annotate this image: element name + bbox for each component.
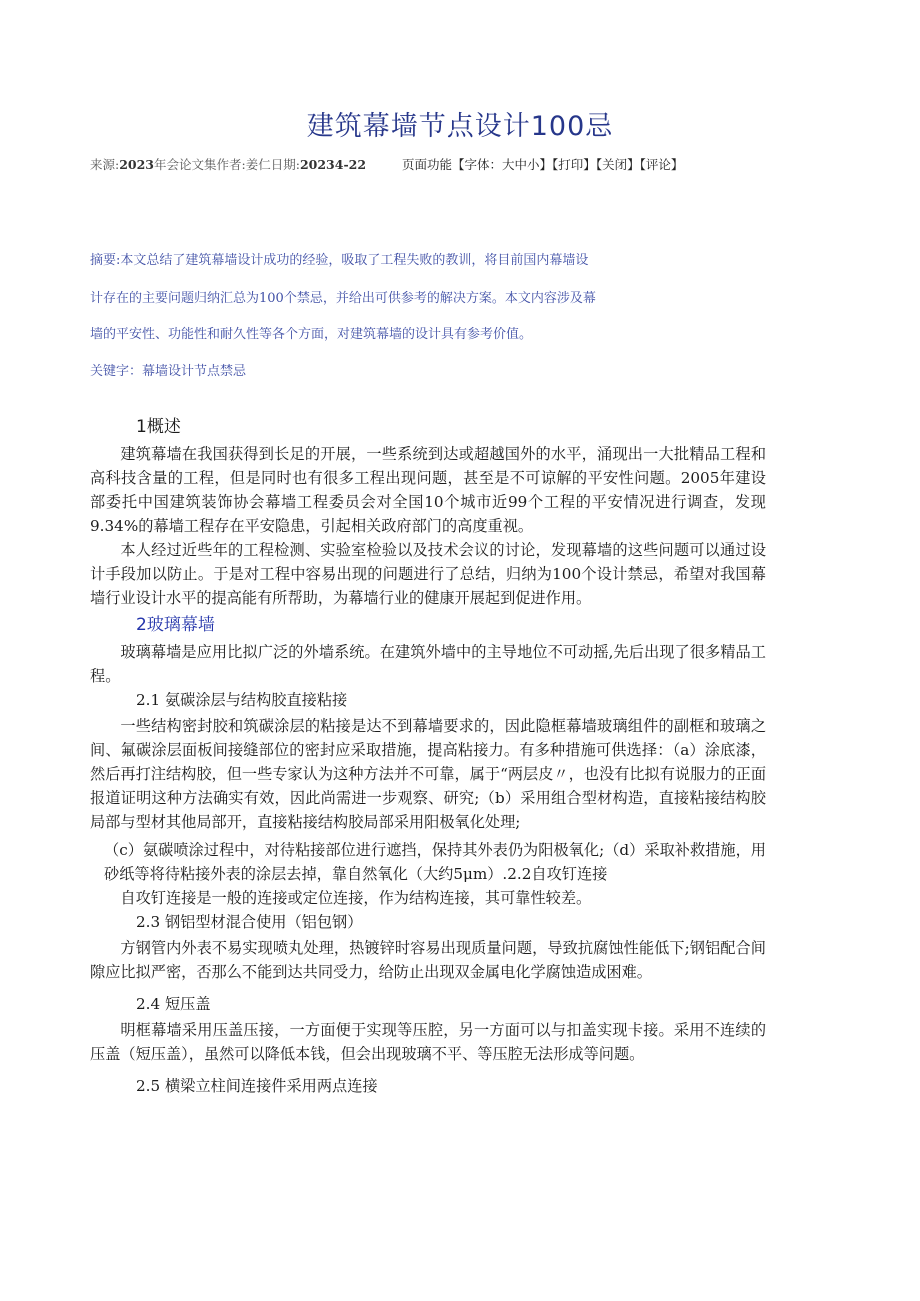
page-function-label: 页面功能 bbox=[402, 157, 453, 172]
subsection-heading: 2.5 横梁立柱间连接件采用两点连接 bbox=[136, 1077, 378, 1095]
paragraph: 明框幕墙采用压盖压接，一方面便于实现等压腔，另一方面可以与扣盖实现卡接。采用不连续的压盖（短压盖），虽然可以降低本钱，但会出现玻璃不平、等压腔无法形成等问题。 bbox=[90, 1021, 766, 1063]
paragraph: 本人经过近些年的工程检测、实验室检验以及技术会议的讨论，发现幕墙的这些问题可以通过设计手段加以防止。于是对工程中容易出现的问题进行了总结，归纳为100个设计禁忌，希望对我国幕墙行业设计水平的提高能有所帮助，为幕墙行业的健康开展起到促进作用。 bbox=[90, 541, 766, 607]
font-size-control[interactable]: 【字体：大中小】 bbox=[452, 157, 553, 172]
collection-author: 年会论文集作者:姜仁日期: bbox=[154, 157, 300, 172]
article-meta bbox=[90, 155, 683, 173]
section-heading-overview: 1概述 bbox=[136, 417, 181, 437]
source-label: 来源: bbox=[90, 157, 120, 172]
keywords: 关键字：幕墙设计节点禁忌 bbox=[90, 364, 247, 379]
source-year: 2023 bbox=[119, 157, 155, 172]
section-heading-glass-curtain-wall: 2玻璃幕墙 bbox=[136, 615, 215, 635]
subsection-heading: 2.4 短压盖 bbox=[136, 995, 211, 1013]
comment-link[interactable]: 【评论】 bbox=[639, 157, 684, 172]
paragraph: （c）氨碳喷涂过程中，对待粘接部位进行遮挡，保持其外表仍为阳极氧化;（d）采取补救措施，用砂纸等将待粘接外表的涂层去掉，靠自然氧化（大约5μm）.2.2自攻钉连接 bbox=[104, 841, 766, 883]
paragraph: 建筑幕墙在我国获得到长足的开展，一些系统到达或超越国外的水平，涌现出一大批精品工程和高科技含量的工程，但是同时也有很多工程出现问题，甚至是不可谅解的平安性问题。2005年建设部委托中国建筑装饰协会幕墙工程委员会对全国10个城市近99个工程的平安情况进行调查，发现9.34%的幕墙工程存在平安隐患，引起相关政府部门的高度重视。 bbox=[90, 445, 766, 535]
print-link[interactable]: 【打印】 bbox=[552, 157, 596, 172]
article-body bbox=[90, 412, 766, 1100]
abstract-line-3: 墙的平安性、功能性和耐久性等各个方面，对建筑幕墙的设计具有参考价值。 bbox=[90, 327, 533, 342]
paragraph: 自攻钉连接是一般的连接或定位连接，作为结构连接，其可靠性较差。 bbox=[120, 889, 592, 907]
abstract-line-2: 计存在的主要问题归纳汇总为100个禁忌，并给出可供参考的解决方案。本文内容涉及幕 bbox=[90, 291, 596, 306]
close-link[interactable]: 【关闭】 bbox=[595, 157, 640, 172]
subsection-heading: 2.3 钢铝型材混合使用（铝包钢） bbox=[136, 913, 363, 931]
page-title: 建筑幕墙节点设计100忌 bbox=[306, 111, 614, 142]
publish-date: 20234-22 bbox=[299, 157, 367, 172]
paragraph: 方钢管内外表不易实现喷丸处理，热镀锌时容易出现质量问题，导致抗腐蚀性能低下;钢铝配合间隙应比拟严密，否那么不能到达共同受力，给防止出现双金属电化学腐蚀造成困难。 bbox=[90, 939, 766, 981]
paragraph: 玻璃幕墙是应用比拟广泛的外墙系统。在建筑外墙中的主导地位不可动摇,先后出现了很多精品工程。 bbox=[90, 643, 766, 685]
abstract-line-1: 摘要:本文总结了建筑幕墙设计成功的经验，吸取了工程失败的教训，将目前国内幕墙设 bbox=[90, 253, 589, 268]
paragraph: 一些结构密封胶和筑碳涂层的粘接是达不到幕墙要求的，因此隐框幕墙玻璃组件的副框和玻璃之间、氟碳涂层面板间接缝部位的密封应采取措施，提高粘接力。有多种措施可供选择：（a）涂底漆，然后再打注结构胶，但一些专家认为这种方法并不可靠，属于“两层皮〃，也没有比拟有说服力的正面报道证明这种方法确实有效，因此尚需进一步观察、研究;（b）采用组合型材构造，直接粘接结构胶局部与型材其他局部开，直接粘接结构胶局部采用阳极氧化处理; bbox=[90, 717, 767, 831]
subsection-heading: 2.1 氨碳涂层与结构胶直接粘接 bbox=[136, 691, 348, 709]
